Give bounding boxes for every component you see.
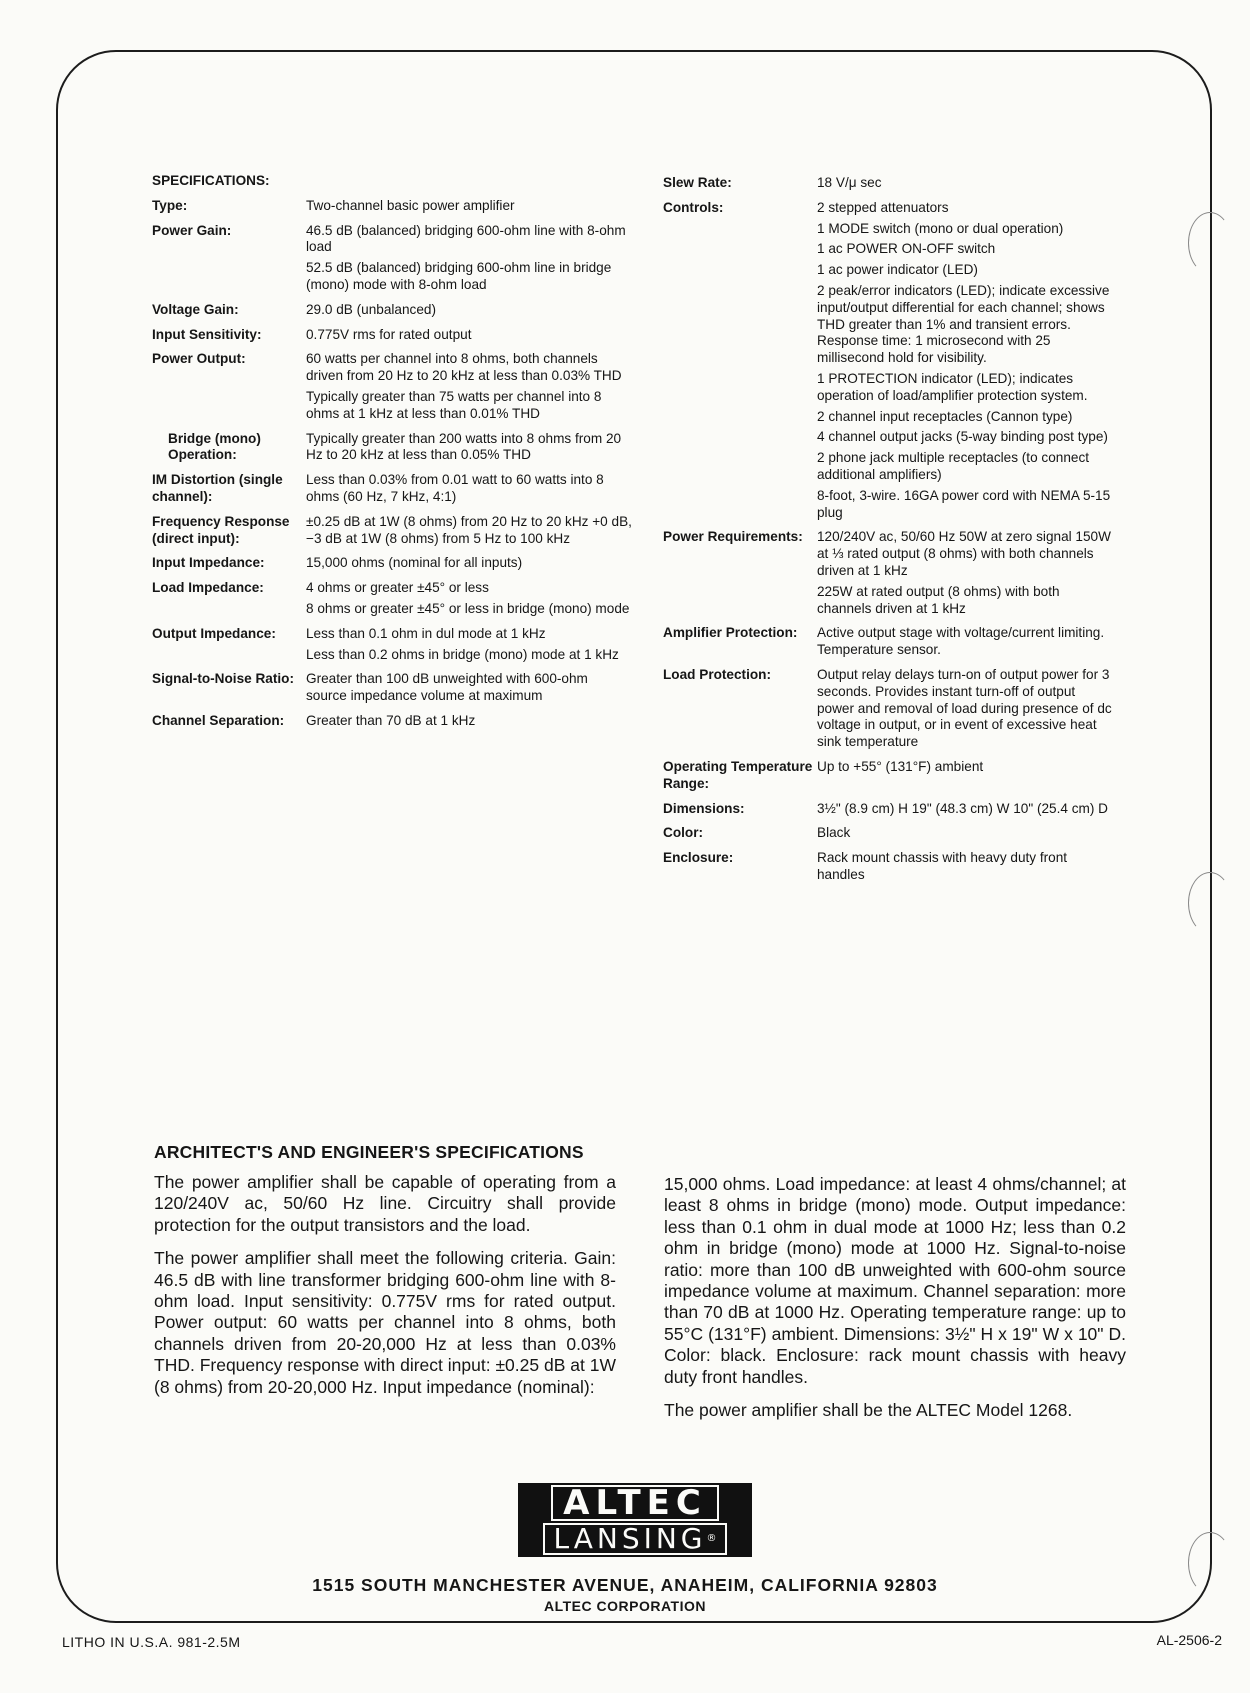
spec-value: 52.5 dB (balanced) bridging 600-ohm line in bridge (mono) mode with 8-ohm load (306, 260, 612, 292)
spec-row (152, 351, 632, 422)
spec-values (306, 555, 632, 572)
binder-hole-mark (1188, 212, 1232, 274)
spec-values (306, 198, 632, 215)
spec-row (152, 626, 632, 664)
spec-value: Up to +55° (131°F) ambient (817, 758, 984, 774)
spec-value: 18 V/μ sec (817, 175, 882, 190)
spec-values (817, 801, 1115, 818)
spec-value: Greater than 70 dB at 1 kHz (306, 712, 476, 728)
spec-label: Bridge (mono) Operation: (168, 430, 261, 463)
spec-row (152, 327, 632, 344)
specifications-left-column (152, 173, 632, 738)
spec-row (152, 302, 632, 319)
spec-values (817, 529, 1115, 617)
spec-row (152, 223, 632, 294)
spec-value: Typically greater than 75 watts per channel into 8 ohms at 1 kHz at less than 0.01% THD (306, 388, 602, 421)
spec-value: 225W at rated output (8 ohms) with both channels driven at 1 kHz (817, 583, 1060, 616)
spec-values (306, 223, 632, 294)
spec-value: Black (817, 825, 851, 841)
spec-value: Greater than 100 dB unweighted with 600-ohm source impedance volume at maximum (306, 671, 588, 704)
spec-value: 2 peak/error indicators (LED); indicate excessive input/output differential for each channel; shows THD greater than 1% and transient errors. Response time: 1 microsecond with 25 millisecond hold for visibility. (817, 282, 1110, 366)
ae-spec-left-column (154, 1172, 616, 1410)
spec-label: SPECIFICATIONS: (152, 173, 270, 188)
spec-label: Voltage Gain: (152, 301, 239, 317)
spec-row (152, 555, 632, 572)
spec-label: Type: (152, 197, 188, 213)
spec-row (152, 713, 632, 730)
spec-values (306, 713, 632, 730)
spec-row (663, 529, 1115, 617)
spec-label: IM Distortion (single channel): (152, 472, 283, 504)
spec-values (306, 173, 632, 190)
spec-values (306, 626, 632, 664)
print-info: LITHO IN U.S.A. 981-2.5M (62, 1634, 241, 1650)
spec-row (663, 667, 1115, 751)
spec-label: Load Protection: (663, 666, 771, 682)
altec-lansing-logo (518, 1483, 752, 1557)
spec-label: Slew Rate: (663, 175, 732, 190)
spec-label: Power Requirements: (663, 529, 803, 545)
registered-mark: ® (706, 1533, 717, 1544)
spec-label: Amplifier Protection: (663, 625, 798, 641)
spec-values (817, 200, 1115, 522)
spec-values (306, 431, 632, 465)
ae-spec-heading: ARCHITECT'S AND ENGINEER'S SPECIFICATIONS (154, 1142, 584, 1162)
logo-line-2 (543, 1523, 726, 1555)
spec-value: 1 ac POWER ON-OFF switch (817, 241, 996, 257)
ae-paragraph: The power amplifier shall be capable of operating from a 120/240V ac, 50/60 Hz line. Circuitry shall provide protection for the output transistors and the load. (154, 1172, 616, 1235)
spec-value: 2 stepped attenuators (817, 199, 949, 215)
spec-values (306, 351, 632, 422)
spec-values (817, 175, 1115, 192)
spec-value: 0.775V rms for rated output (306, 326, 472, 342)
spec-values (306, 580, 632, 618)
spec-value: Less than 0.03% from 0.01 watt to 60 watts into 8 ohms (60 Hz, 7 kHz, 4:1) (306, 472, 604, 504)
spec-values (306, 302, 632, 319)
spec-label: Input Impedance: (152, 555, 265, 571)
spec-value: 60 watts per channel into 8 ohms, both channels driven from 20 Hz to 20 kHz at less than 0.03% THD (306, 351, 622, 384)
ae-paragraph: 15,000 ohms. Load impedance: at least 4 ohms/channel; at least 8 ohms in bridge (mono) mode. Output impedance: less than 0.1 ohm in dual mode at 1000 Hz; less than 0.2 ohm in bridge (mono) mode at 1000 Hz. Signal-to-noise ratio: more than 100 dB unweighted with 600-ohm source impedance volume at maximum. Channel separation: more than 70 dB at 1000 Hz. Operating temperature range: up to 55°C (131°F) ambient. Dimensions: 3½" H x 19" W x 10" D. Color: black. Enclosure: rack mount chassis with heavy duty front handles. (664, 1174, 1126, 1387)
spec-value: ±0.25 dB at 1W (8 ohms) from 20 Hz to 20 kHz +0 dB, −3 dB at 1W (8 ohms) from 5 Hz to 100 kHz (306, 513, 632, 546)
spec-value: 3½" (8.9 cm) H 19" (48.3 cm) W 10" (25.4 cm) D (817, 800, 1108, 816)
spec-value: Output relay delays turn-on of output power for 3 seconds. Provides instant turn-off of output power and removal of load during presence of dc voltage in output, or in event of excessive heat sink temperature (817, 666, 1112, 750)
spec-values (306, 472, 632, 506)
spec-value: Rack mount chassis with heavy duty front handles (817, 850, 1068, 882)
spec-value: 46.5 dB (balanced) bridging 600-ohm line with 8-ohm load (306, 222, 626, 255)
spec-label: Operating Temperature Range: (663, 758, 813, 791)
spec-label: Enclosure: (663, 850, 734, 866)
spec-row (152, 173, 632, 190)
spec-values (306, 514, 632, 548)
spec-row (663, 825, 1115, 842)
spec-value: Typically greater than 200 watts into 8 ohms from 20 Hz to 20 kHz at less than 0.05% THD (306, 430, 622, 463)
spec-row (152, 431, 632, 465)
spec-label: Signal-to-Noise Ratio: (152, 671, 294, 687)
spec-value: 15,000 ohms (nominal for all inputs) (306, 555, 523, 571)
spec-label: Channel Separation: (152, 712, 285, 728)
spec-values (817, 667, 1115, 751)
spec-values (817, 759, 1115, 793)
ae-paragraph: The power amplifier shall be the ALTEC Model 1268. (664, 1400, 1073, 1421)
spec-label: Color: (663, 825, 704, 841)
spec-row (663, 759, 1115, 793)
document-number: AL-2506-2 (1156, 1632, 1222, 1648)
spec-row (152, 472, 632, 506)
spec-value: 1 MODE switch (mono or dual operation) (817, 220, 1064, 236)
spec-values (306, 671, 632, 705)
company-name: ALTEC CORPORATION (544, 1598, 706, 1614)
spec-label: Input Sensitivity: (152, 326, 262, 342)
logo-line-1: ALTEC (551, 1485, 719, 1521)
spec-label: Power Output: (152, 351, 246, 367)
spec-label: Frequency Response (direct input): (152, 513, 290, 546)
spec-values (817, 625, 1115, 659)
binder-hole-mark (1188, 872, 1232, 934)
ae-paragraph: The power amplifier shall meet the following criteria. Gain: 46.5 dB with line transformer bridging 600-ohm line with 8-ohm load. Input sensitivity: 0.775V rms for rated output. Power output: 60 watts per channel into 8 ohms, both channels driven from 20-20,000 Hz at less than 0.03% THD. Frequency response with direct input: ±0.25 dB at 1W (8 ohms) from 20-20,000 Hz. Input impedance (nominal): (154, 1248, 616, 1397)
spec-row (152, 580, 632, 618)
spec-value: 4 ohms or greater ±45° or less (306, 580, 489, 596)
logo-line-2-text: LANSING (553, 1522, 707, 1555)
spec-label: Controls: (663, 199, 724, 215)
spec-label: Output Impedance: (152, 625, 276, 641)
spec-row (663, 200, 1115, 522)
company-address: 1515 SOUTH MANCHESTER AVENUE, ANAHEIM, CALIFORNIA 92803 (312, 1575, 938, 1595)
spec-row (152, 671, 632, 705)
spec-row (663, 625, 1115, 659)
spec-value: 2 channel input receptacles (Cannon type) (817, 408, 1073, 424)
spec-value: 120/240V ac, 50/60 Hz 50W at zero signal 150W at ⅓ rated output (8 ohms) with both channels driven at 1 kHz (817, 529, 1111, 578)
spec-value: 1 ac power indicator (LED) (817, 262, 978, 278)
spec-label: Dimensions: (663, 800, 745, 816)
spec-values (817, 850, 1115, 884)
spec-label: Load Impedance: (152, 580, 264, 596)
spec-row (152, 198, 632, 215)
ae-spec-right-column (664, 1174, 1126, 1433)
spec-label: Power Gain: (152, 222, 232, 238)
spec-value: 8-foot, 3-wire. 16GA power cord with NEMA 5-15 plug (817, 487, 1111, 520)
spec-value: 4 channel output jacks (5-way binding post type) (817, 429, 1108, 445)
spec-value: 29.0 dB (unbalanced) (306, 301, 436, 317)
spec-values (817, 825, 1115, 842)
spec-row (663, 850, 1115, 884)
specifications-right-column (663, 175, 1115, 892)
spec-value: 8 ohms or greater ±45° or less in bridge (mono) mode (306, 600, 630, 616)
spec-value: Active output stage with voltage/current limiting. Temperature sensor. (817, 625, 1105, 658)
spec-row (152, 514, 632, 548)
spec-values (306, 327, 632, 344)
spec-value: 1 PROTECTION indicator (LED); indicates operation of load/amplifier protection system. (817, 370, 1088, 403)
spec-value: Less than 0.1 ohm in dul mode at 1 kHz (306, 625, 546, 641)
spec-value: Two-channel basic power amplifier (306, 197, 515, 213)
spec-row (663, 175, 1115, 192)
spec-value: 2 phone jack multiple receptacles (to connect additional amplifiers) (817, 450, 1090, 482)
spec-value: Less than 0.2 ohms in bridge (mono) mode at 1 kHz (306, 646, 619, 662)
spec-row (663, 801, 1115, 818)
